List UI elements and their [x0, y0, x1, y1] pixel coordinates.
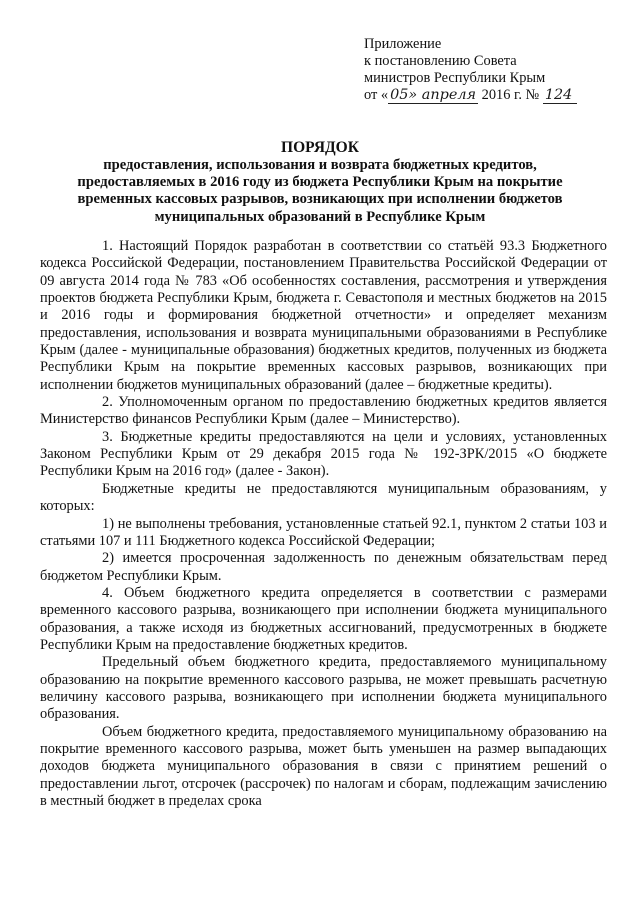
handwritten-number: 124: [543, 88, 577, 104]
appendix-header: [364, 36, 577, 104]
document-subtitle: [40, 157, 600, 226]
paragraph: Предельный объем бюджетного кредита, предоставляемого муниципальному образованию на покрытие временного кассового разрыва, не может превышать расчетную величину кассового разрыва, возникающего при исполнении бюджета муниципального образования.: [40, 654, 607, 723]
document-title: ПОРЯДОК: [281, 139, 359, 156]
paragraph: 1) не выполнены требования, установленные статьей 92.1, пунктом 2 статьи 103 и статьями 107 и 111 Бюджетного кодекса Российской Федерации;: [40, 515, 607, 549]
paragraph: Объем бюджетного кредита, предоставляемого муниципальному образованию на покрытие временного кассового разрыва, может быть уменьшен на размер выпадающих доходов бюджета муниципального образования в связи с принятием решений о предоставлении льгот, отсрочек (рассрочек) по налогам и сборам, подлежащим зачислению в местный бюджет в пределах срока: [40, 723, 607, 809]
paragraph: 2. Уполномоченным органом по предоставлению бюджетных кредитов является Министерство финансов Республики Крым (далее – Министерство).: [40, 394, 607, 428]
paragraph: 3. Бюджетные кредиты предоставляются на цели и условиях, установленных Законом Республики Крым от 29 декабря 2015 года № 192-ЗРК/2015 «О бюджете Республики Крым на 2016 год» (далее - Закон).: [40, 428, 607, 480]
document-body: [40, 238, 607, 810]
paragraph: 4. Объем бюджетного кредита определяется в соответствии с размерами временного кассового разрыва, возникающего при исполнении бюджета муниципального образования, а также исходя из бюджетных ассигнований, предусмотренных в бюджете Республики Крым на предоставление бюджетных кредитов.: [40, 584, 607, 653]
paragraph: Бюджетные кредиты не предоставляются муниципальным образованиям, у которых:: [40, 480, 607, 515]
paragraph: 1. Настоящий Порядок разработан в соответствии со статьёй 93.3 Бюджетного кодекса Российской Федерации, постановлением Правительства Российской Федерации от 09 августа 2014 года № 783 «Об особенностях составления, рассмотрения и утверждения проектов бюджета Республики Крым, бюджета г. Севастополя и местных бюджетов на 2015 и 2016 годы и формирования бюджетной отчетности» и определяет механизм предоставления, использования и возврата муниципальными образованиями в Республике Крым (далее - муниципальные образования) бюджетных кредитов, полученных из бюджета Республики Крым на покрытие временных кассовых разрывов, возникающих при исполнении бюджетов муниципальных образований (далее – бюджетные кредиты).: [40, 238, 607, 393]
subtitle-line: предоставления, использования и возврата бюджетных кредитов,: [103, 157, 537, 173]
date-line: [364, 87, 577, 104]
subtitle-line: муниципальных образований в Республике Крым: [154, 208, 486, 225]
subtitle-line: предоставляемых в 2016 году из бюджета Республики Крым на покрытие: [77, 174, 563, 191]
council-name: министров Республики Крым: [364, 70, 546, 86]
subtitle-line: временных кассовых разрывов, возникающих при исполнении бюджетов: [77, 191, 563, 208]
handwritten-date: 05» апреля: [390, 87, 477, 103]
date-mid: 2016 г. №: [478, 87, 543, 103]
paragraph: 2) имеется просроченная задолженность по денежным обязательствам перед бюджетом Республики Крым.: [40, 550, 607, 584]
appendix-label: Приложение: [364, 36, 442, 52]
date-prefix: от «: [364, 87, 389, 103]
resolution-ref: к постановлению Совета: [364, 53, 517, 69]
